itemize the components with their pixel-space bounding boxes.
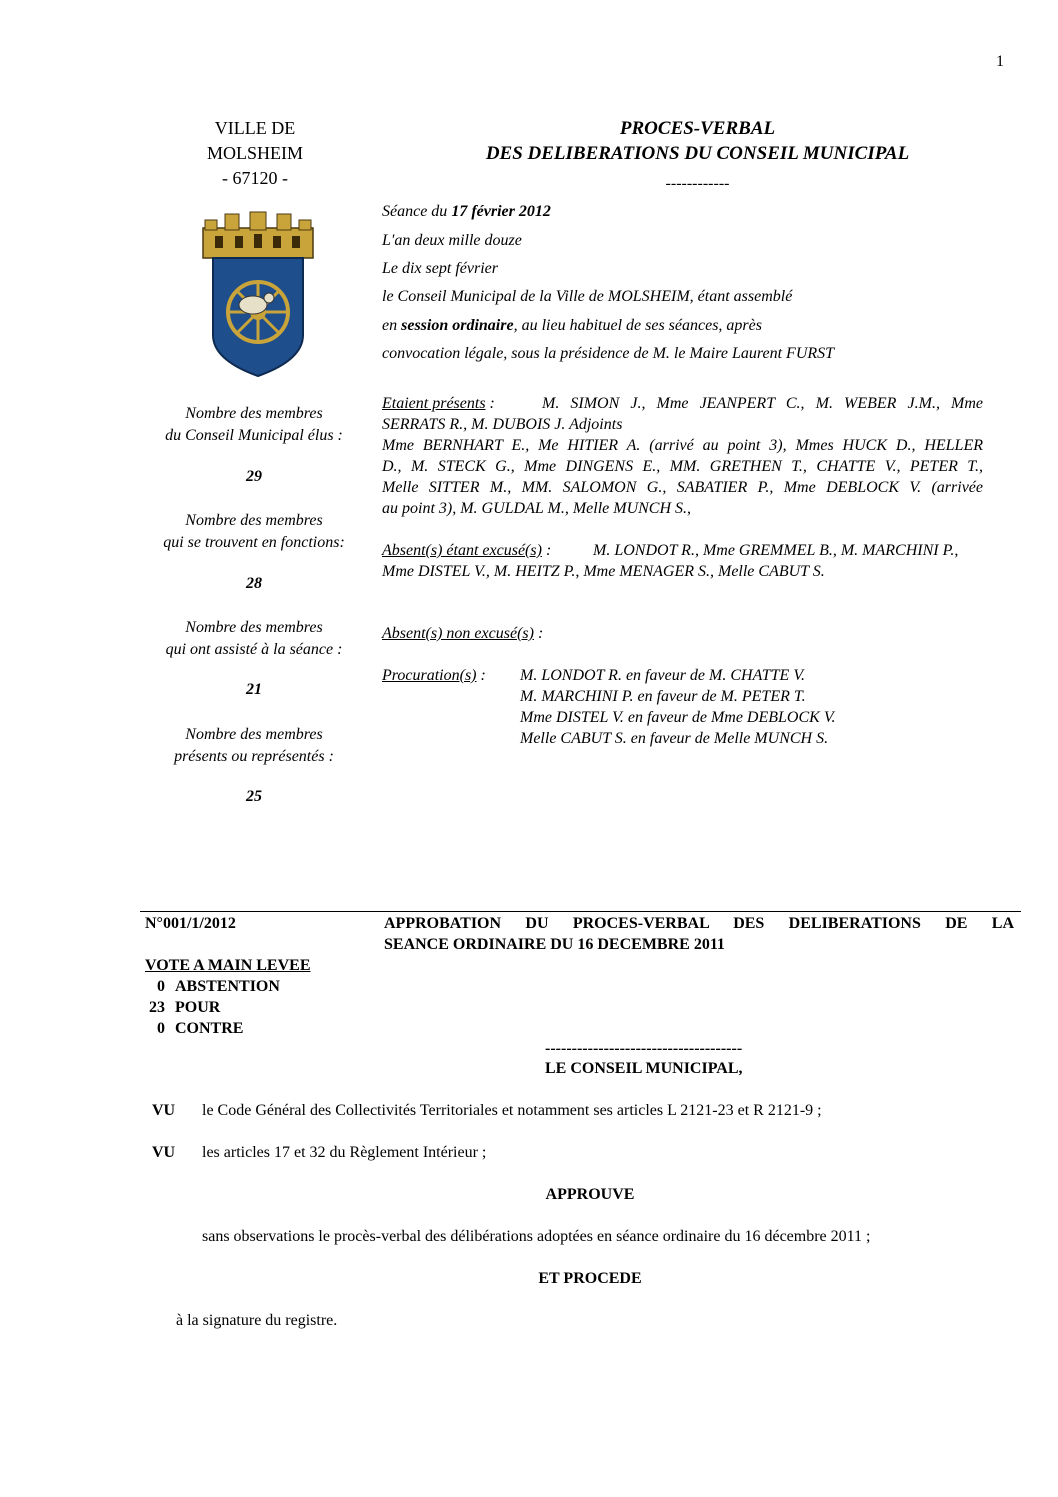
approuve-heading: APPROUVE [545, 1186, 635, 1203]
title-separator: ------------ [665, 175, 730, 192]
session-day: Le dix sept février [382, 260, 498, 277]
excused-heading: Absent(s) étant excusé(s) : [382, 542, 552, 559]
stat-attended-label: Nombre des membres qui ont assisté à la séance : [165, 619, 343, 658]
vu-text: les articles 17 et 32 du Règlement Intérieur ; [202, 1144, 487, 1161]
present-line-4: D., M. STECK G., Mme DINGENS E., MM. GRETHEN T., CHATTE V., PETER T., [382, 458, 983, 475]
vu-text: le Code Général des Collectivités Territoriales et notamment ses articles L 2121-23 et R 2121-9 ; [202, 1102, 822, 1119]
session-date-value: 17 février 2012 [451, 203, 551, 220]
present-line-5: Melle SITTER M., MM. SALOMON G., SABATIER P., Mme DEBLOCK V. (arrivée [382, 479, 983, 496]
page-number: 1 [996, 53, 1004, 70]
vote-title: VOTE A MAIN LEVEE [145, 957, 311, 974]
title-line-2: DES DELIBERATIONS DU CONSEIL MUNICIPAL [485, 143, 910, 164]
unexcused-heading: Absent(s) non excusé(s) : [382, 625, 544, 642]
vote-against: 0 CONTRE [157, 1020, 244, 1037]
stat-elected-label: Nombre des membres du Conseil Municipal élus : [165, 405, 343, 444]
deliberation-title-1: APPROBATION DU PROCES-VERBAL DES DELIBERATIONS DE LA [384, 915, 1014, 932]
coat-of-arms-icon [195, 210, 320, 378]
vote-for: 23 POUR [149, 999, 221, 1016]
stat-represented-label: Nombre des membres présents ou représentés : [174, 726, 334, 765]
stat-in-office-value: 28 [246, 575, 262, 592]
stat-attended-value: 21 [246, 681, 262, 698]
excused-line-2: Mme DISTEL V., M. HEITZ P., Mme MENAGER S., Melle CABUT S. [382, 563, 825, 580]
city-name-2: MOLSHEIM [206, 143, 303, 163]
city-block [160, 116, 350, 191]
present-line-3: Mme BERNHART E., Me HITIER A. (arrivé au point 3), Mmes HUCK D., HELLER [382, 437, 983, 454]
excused-line-1: M. LONDOT R., Mme GREMMEL B., M. MARCHINI P., [593, 542, 959, 559]
session-date: Séance du 17 février 2012 [382, 203, 551, 220]
session-year: L'an deux mille douze [382, 232, 522, 249]
deliberation-number: N°001/1/2012 [145, 915, 236, 932]
stat-elected-value: 29 [246, 468, 262, 485]
city-name: VILLE DE [214, 118, 296, 138]
approuve-text: sans observations le procès-verbal des délibérations adoptées en séance ordinaire du 16 décembre 2011 ; [202, 1228, 871, 1245]
proxy-label: Procuration(s) [382, 667, 477, 684]
vu-label: VU [152, 1102, 176, 1119]
coat-of-arms [195, 210, 320, 378]
session-assembly: le Conseil Municipal de la Ville de MOLSHEIM, étant assemblé [382, 288, 793, 305]
present-line-2: SERRATS R., M. DUBOIS J. Adjoints [382, 416, 623, 433]
present-label: Etaient présents [382, 395, 486, 412]
postal-code: - 67120 - [222, 168, 288, 188]
stat-in-office-label: Nombre des membres qui se trouvent en fonctions: [163, 512, 345, 551]
present-heading: Etaient présents : [382, 395, 495, 412]
vote-abstention: 0 ABSTENTION [157, 978, 280, 995]
proxy-item: M. MARCHINI P. en faveur de M. PETER T. [520, 688, 806, 705]
unexcused-label: Absent(s) non excusé(s) [382, 625, 534, 642]
proxy-item: M. LONDOT R. en faveur de M. CHATTE V. [520, 667, 806, 684]
section-rule [140, 911, 1021, 912]
session-presidency: convocation légale, sous la présidence de M. le Maire Laurent FURST [382, 345, 835, 362]
procede-heading: ET PROCEDE [538, 1270, 642, 1287]
stat-represented-value: 25 [246, 788, 262, 805]
proxy-item: Mme DISTEL V. en faveur de Mme DEBLOCK V. [520, 709, 836, 726]
procede-text: à la signature du registre. [176, 1312, 338, 1329]
document-title [440, 116, 955, 166]
proxy-heading: Procuration(s) : [382, 667, 486, 684]
present-line-1: M. SIMON J., Mme JEANPERT C., M. WEBER J.M., Mme [542, 395, 983, 412]
session-type-value: session ordinaire [401, 317, 514, 334]
title-line-1: PROCES-VERBAL [619, 118, 776, 139]
session-type: en session ordinaire, au lieu habituel de ses séances, après [382, 317, 762, 334]
council-separator: ------------------------------------- [545, 1040, 743, 1057]
excused-label: Absent(s) étant excusé(s) [382, 542, 542, 559]
vu-label: VU [152, 1144, 176, 1161]
deliberation-title-2: SEANCE ORDINAIRE DU 16 DECEMBRE 2011 [384, 936, 725, 953]
council-heading: LE CONSEIL MUNICIPAL, [545, 1060, 743, 1077]
proxy-item: Melle CABUT S. en faveur de Melle MUNCH S. [520, 730, 829, 747]
present-line-6: au point 3), M. GULDAL M., Melle MUNCH S., [382, 500, 692, 517]
